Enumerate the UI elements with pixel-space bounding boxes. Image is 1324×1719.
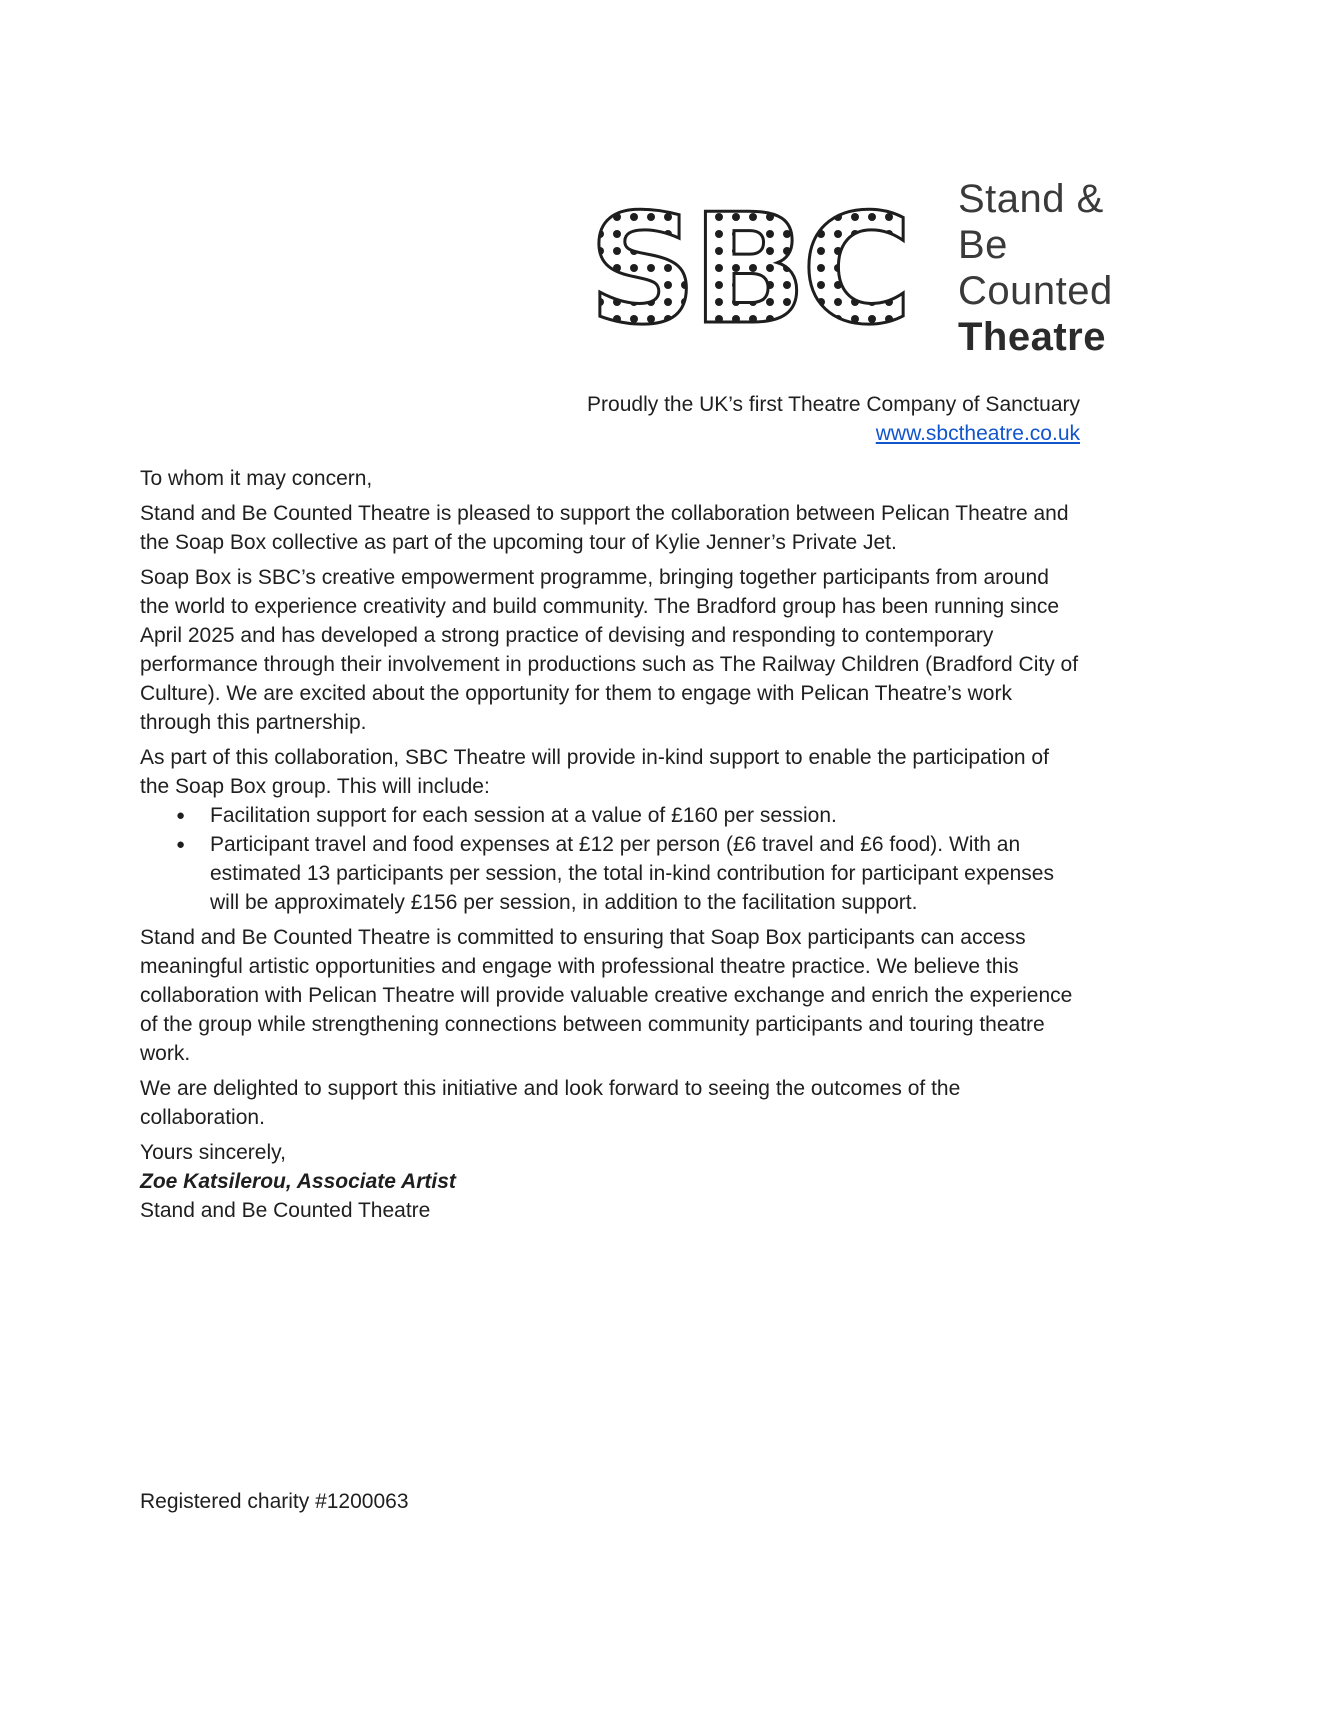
website-line [140,419,1080,448]
sign-off: Yours sincerely, [140,1141,286,1164]
sbc-logo-wordmark [958,176,1113,360]
paragraph-1: Stand and Be Counted Theatre is pleased to support the collaboration between Pelican Theatre and the Soap Box collective as part of the upcoming tour of Kylie Jenner’s Private Jet. [140,502,1069,554]
registered-charity-footer: Registered charity #1200063 [140,1490,409,1513]
sbc-logo-acronym: SBC [592,191,907,340]
sbc-logo-mark-icon [592,192,948,345]
sbc-theatre-logo [592,176,1113,360]
paragraph-3: As part of this collaboration, SBC Theatre will provide in-kind support to enable the participation of the Soap Box group. This will include: [140,746,1049,798]
bullet-text-2: Participant travel and food expenses at £12 per person (£6 travel and £6 food). With an estimated 13 participants per session, the total in-kind contribution for participant expenses will be approximately £156 per session, in addition to the facilitation support. [210,833,1054,914]
paragraph-4: Stand and Be Counted Theatre is committed to ensuring that Soap Box participants can access meaningful artistic opportunities and engage with professional theatre practice. We believe this collaboration with Pelican Theatre will provide valuable creative exchange and enrich the experience of the group while strengthening connections between community participants and touring theatre work. [140,926,1073,1065]
bullet-icon: ● [176,836,186,853]
logo-line-1: Stand & Be [958,177,1104,267]
letter-content [140,0,1113,1225]
signature-org: Stand and Be Counted Theatre [140,1199,431,1222]
logo-line-2: Counted [958,269,1113,313]
paragraph-5: We are delighted to support this initiative and look forward to seeing the outcomes of the collaboration. [140,1077,961,1129]
signature-name: Zoe Katsilerou, Associate Artist [140,1170,456,1193]
website-link[interactable]: www.sbctheatre.co.uk [875,422,1080,445]
salutation: To whom it may concern, [140,467,373,490]
paragraph-2: Soap Box is SBC’s creative empowerment programme, bringing together participants from around the world to experience creativity and build community. The Bradford group has been running since April 2025 and has developed a strong practice of devising and responding to contemporary performance through their involvement in productions such as The Railway Children (Bradford City of Culture). We are excited about the opportunity for them to engage with Pelican Theatre’s work through this partnership. [140,566,1079,734]
company-tagline: Proudly the UK’s first Theatre Company of Sanctuary [587,393,1080,416]
list-item [140,801,1080,830]
bullet-text-1: Facilitation support for each session at a value of £160 per session. [210,804,837,827]
list-item [140,830,1080,917]
logo-line-3: Theatre [958,315,1106,359]
bullet-icon: ● [176,807,186,824]
support-bullet-list [140,801,1080,917]
